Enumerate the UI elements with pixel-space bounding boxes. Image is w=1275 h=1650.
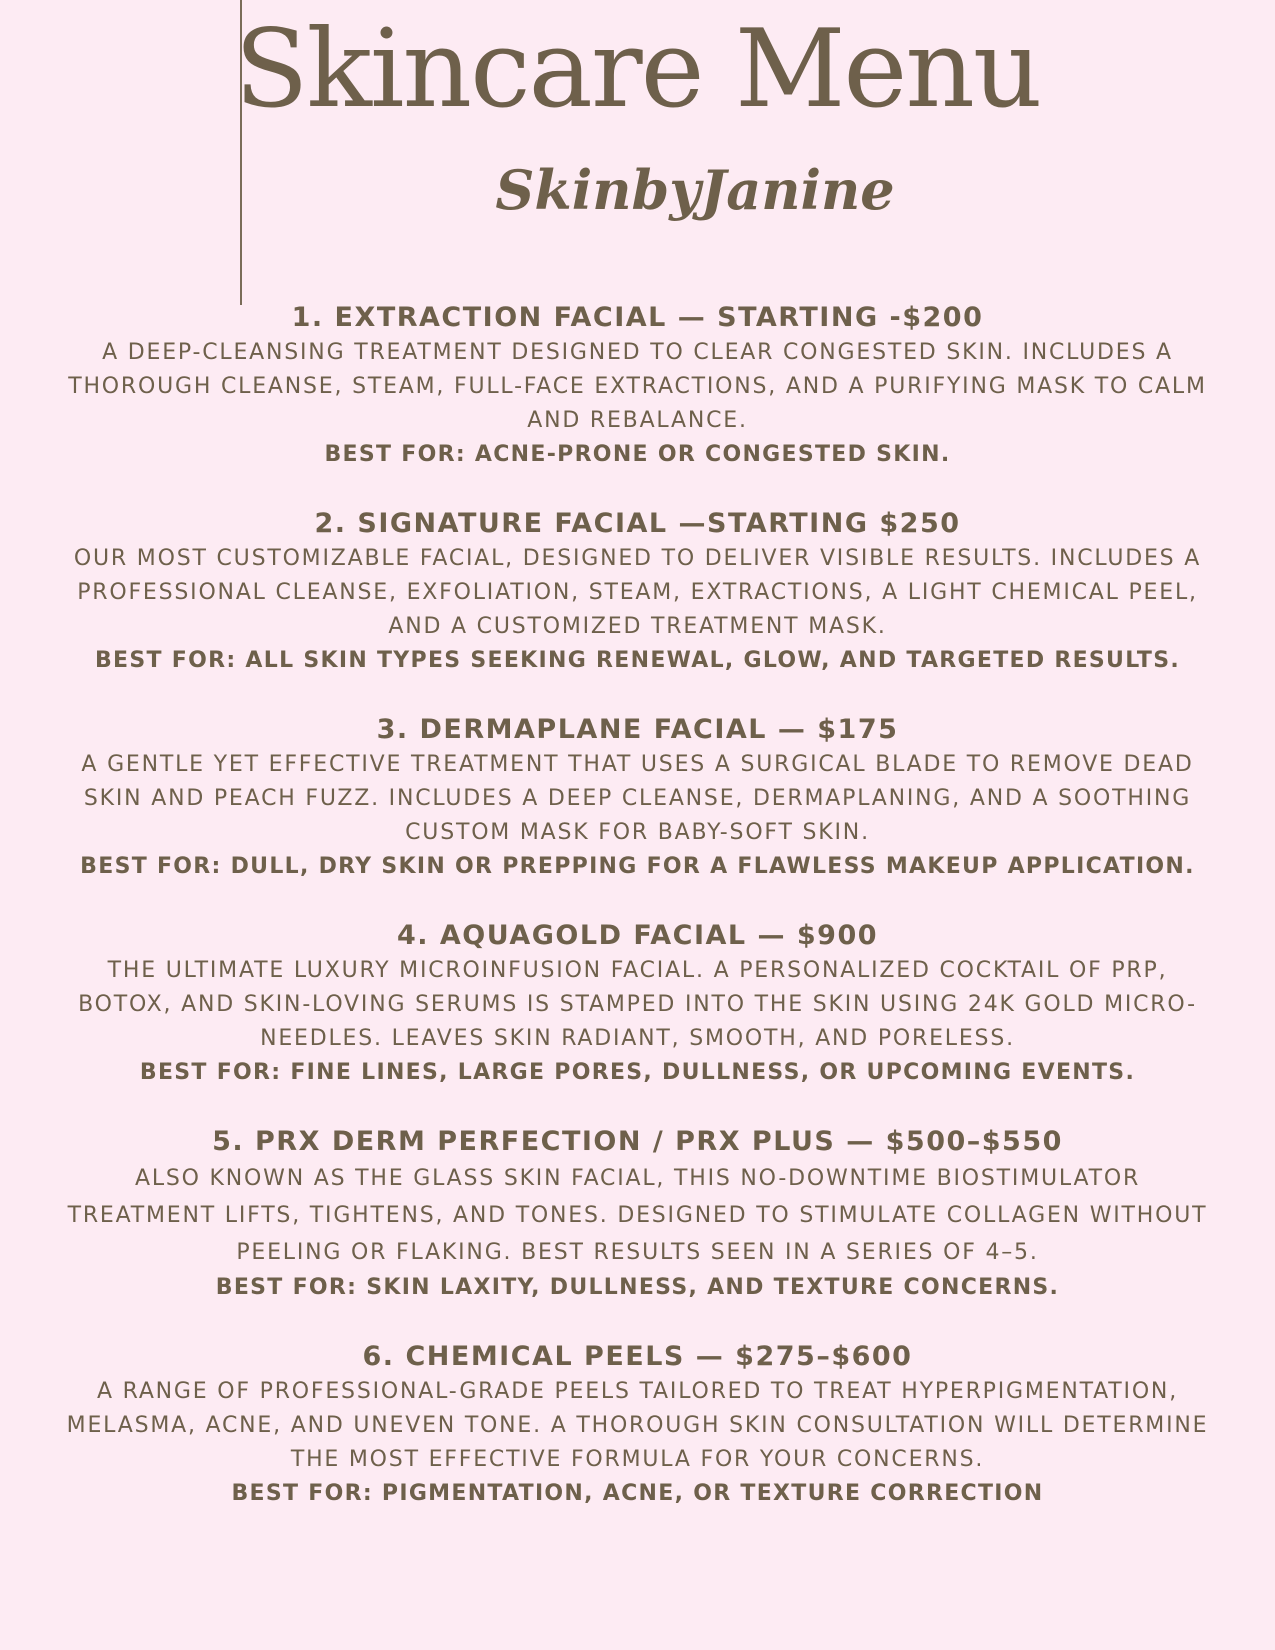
- services-list: [60, 300, 1215, 1545]
- service-best-for: BEST FOR: DULL, DRY SKIN OR PREPPING FOR A FLAWLESS MAKEUP APPLICATION.: [80, 854, 1195, 879]
- service-description: A RANGE OF PROFESSIONAL-GRADE PEELS TAILORED TO TREAT HYPERPIGMENTATION, MELASMA, ACNE, AND UNEVEN TONE. A THOROUGH SKIN CONSULTATION WILL DETERMINE THE MOST EFFECTIVE FORMULA FOR YOUR CONCERNS.: [66, 1379, 1209, 1472]
- service-item-dermaplane-facial: [60, 712, 1215, 884]
- brand-subtitle: SkinbyJanine: [495, 158, 895, 222]
- service-best-for: BEST FOR: ALL SKIN TYPES SEEKING RENEWAL, GLOW, AND TARGETED RESULTS.: [94, 648, 1181, 673]
- service-best-for: BEST FOR: FINE LINES, LARGE PORES, DULLNESS, OR UPCOMING EVENTS.: [139, 1060, 1136, 1085]
- service-heading: 5. PRX DERM PERFECTION / PRX PLUS — $500–$550: [212, 1126, 1063, 1157]
- service-item-prx-derm-perfection: [60, 1124, 1215, 1305]
- service-item-aquagold-facial: [60, 918, 1215, 1090]
- service-best-for: BEST FOR: ACNE-PRONE OR CONGESTED SKIN.: [324, 442, 951, 467]
- service-best-for: BEST FOR: SKIN LAXITY, DULLNESS, AND TEXTURE CONCERNS.: [215, 1275, 1060, 1300]
- service-heading: 4. AQUAGOLD FACIAL — $900: [396, 920, 879, 951]
- service-heading: 2. SIGNATURE FACIAL —STARTING $250: [314, 508, 961, 539]
- service-heading: 1. EXTRACTION FACIAL — STARTING -$200: [291, 302, 984, 333]
- service-heading: 6. CHEMICAL PEELS — $275–$600: [362, 1341, 913, 1372]
- service-best-for: BEST FOR: PIGMENTATION, ACNE, OR TEXTURE CORRECTION: [231, 1481, 1044, 1506]
- service-description: THE ULTIMATE LUXURY MICROINFUSION FACIAL. A PERSONALIZED COCKTAIL OF PRP, BOTOX, AND SKIN-LOVING SERUMS IS STAMPED INTO THE SKIN USING 24K GOLD MICRO-NEEDLES. LEAVES SKIN RADIANT, SMOOTH, AND PORELESS.: [78, 958, 1197, 1051]
- service-item-extraction-facial: [60, 300, 1215, 472]
- service-item-signature-facial: [60, 506, 1215, 678]
- page-title: Skincare Menu: [234, 7, 1041, 132]
- service-description: A GENTLE YET EFFECTIVE TREATMENT THAT USES A SURGICAL BLADE TO REMOVE DEAD SKIN AND PEACH FUZZ. INCLUDES A DEEP CLEANSE, DERMAPLANING, AND A SOOTHING CUSTOM MASK FOR BABY-SOFT SKIN.: [81, 752, 1194, 845]
- service-item-chemical-peels: [60, 1339, 1215, 1511]
- service-heading: 3. DERMAPLANE FACIAL — $175: [376, 714, 899, 745]
- service-description: A DEEP-CLEANSING TREATMENT DESIGNED TO CLEAR CONGESTED SKIN. INCLUDES A THOROUGH CLEANSE, STEAM, FULL-FACE EXTRACTIONS, AND A PURIFYING MASK TO CALM AND REBALANCE.: [68, 340, 1207, 433]
- service-description: ALSO KNOWN AS THE GLASS SKIN FACIAL, THIS NO-DOWNTIME BIOSTIMULATOR TREATMENT LIFTS, TIGHTENS, AND TONES. DESIGNED TO STIMULATE COLLAGEN WITHOUT PEELING OR FLAKING. BEST RESULTS SEEN IN A SERIES OF 4–5.: [67, 1166, 1208, 1265]
- service-description: OUR MOST CUSTOMIZABLE FACIAL, DESIGNED TO DELIVER VISIBLE RESULTS. INCLUDES A PROFESSIONAL CLEANSE, EXFOLIATION, STEAM, EXTRACTIONS, A LIGHT CHEMICAL PEEL, AND A CUSTOMIZED TREATMENT MASK.: [73, 546, 1202, 639]
